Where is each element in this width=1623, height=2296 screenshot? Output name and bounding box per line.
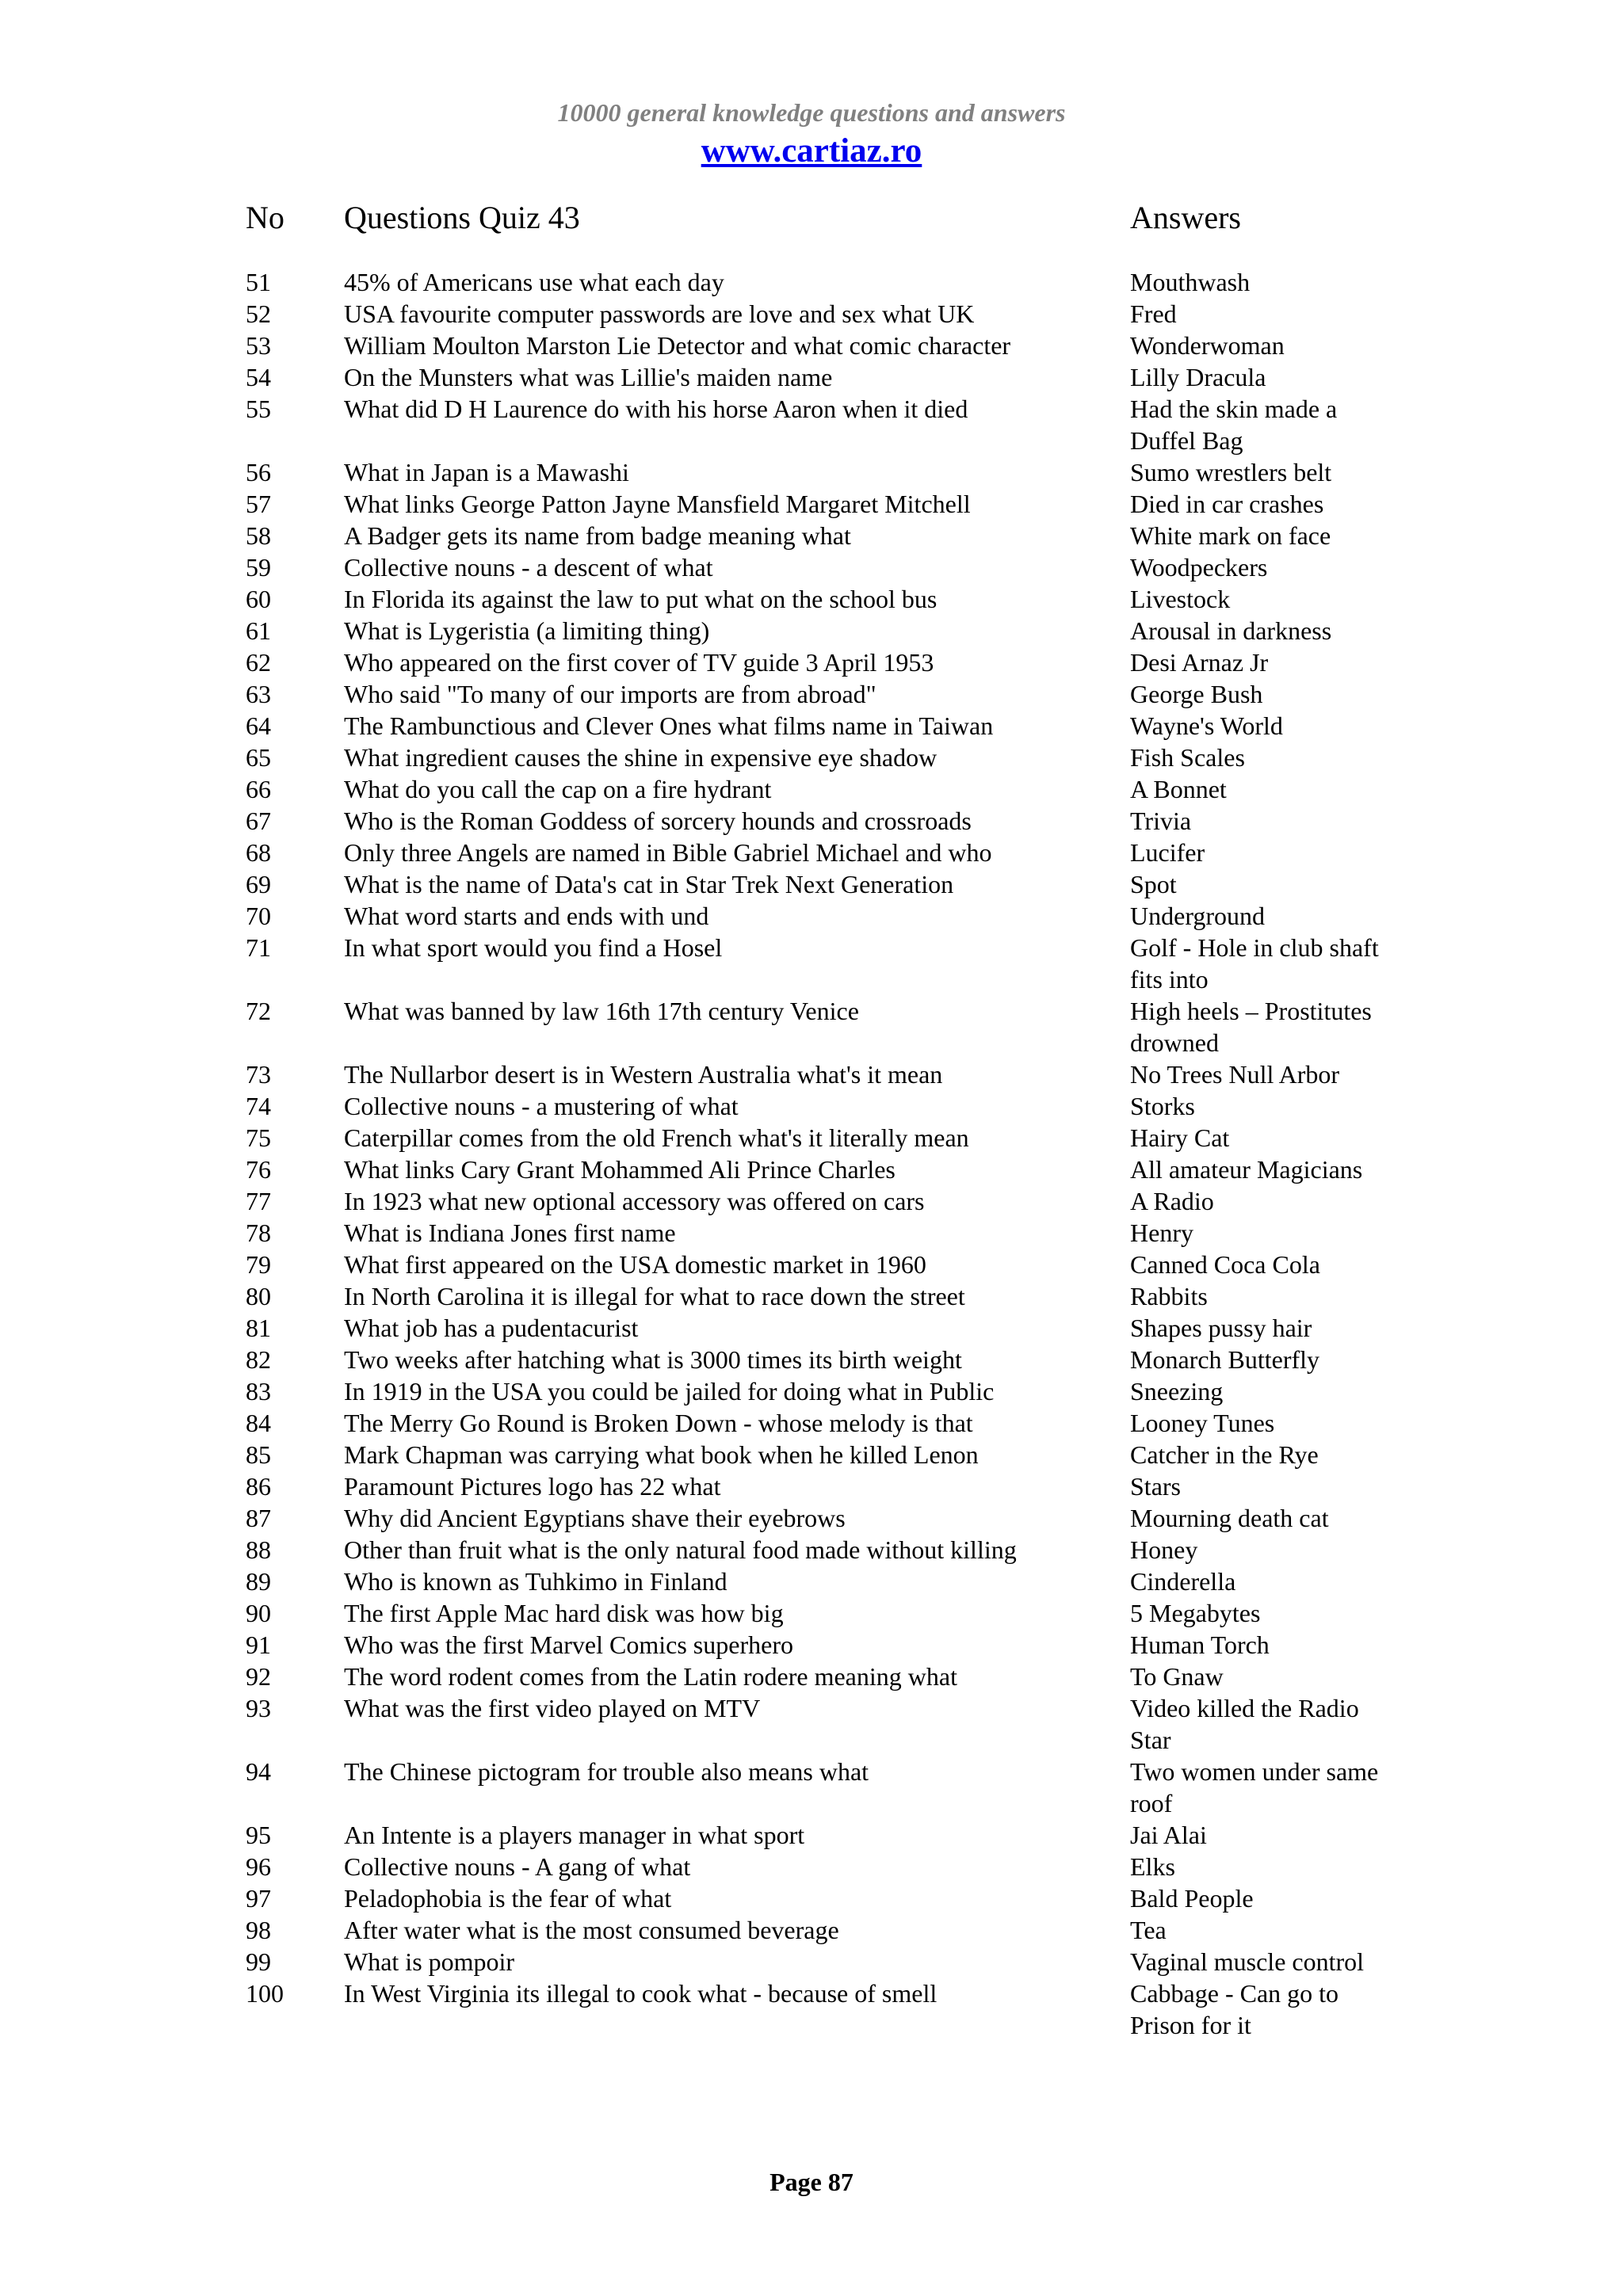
row-number: 66 (246, 775, 271, 803)
row-number: 60 (246, 585, 271, 613)
row-number: 83 (246, 1377, 271, 1405)
row-answer: Lucifer (1130, 838, 1205, 867)
row-number: 68 (246, 838, 271, 867)
row-number: 99 (246, 1947, 271, 1976)
row-answer: Sumo wrestlers belt (1130, 458, 1332, 486)
row-answer: Mourning death cat (1130, 1504, 1329, 1532)
row-answer: White mark on face (1130, 521, 1331, 550)
row-number: 76 (246, 1155, 271, 1184)
column-header-questions: Questions Quiz 43 (344, 200, 580, 235)
row-answer: 5 Megabytes (1130, 1599, 1261, 1627)
row-question: Who appeared on the first cover of TV guide 3 April 1953 (344, 648, 934, 677)
table-row (246, 1090, 1403, 1122)
table-row (246, 583, 1403, 615)
table-row (246, 1470, 1403, 1502)
row-number: 52 (246, 299, 271, 328)
row-question: What was banned by law 16th 17th century Venice (344, 997, 859, 1025)
row-number: 89 (246, 1567, 271, 1596)
row-number: 72 (246, 997, 271, 1025)
row-number: 91 (246, 1630, 271, 1659)
row-question: Collective nouns - a mustering of what (344, 1092, 739, 1120)
row-answer: Jai Alai (1130, 1821, 1207, 1849)
table-row (246, 488, 1403, 520)
table-row (246, 456, 1403, 488)
row-question: Who is the Roman Goddess of sorcery hounds and crossroads (344, 807, 972, 835)
row-question: The Chinese pictogram for trouble also means what (344, 1757, 869, 1786)
website-link[interactable]: www.cartiaz.ro (701, 132, 922, 170)
table-row (246, 1946, 1403, 1978)
row-answer: Video killed the Radio Star (1130, 1694, 1359, 1754)
row-answer: Stars (1130, 1472, 1181, 1501)
row-question: Who was the first Marvel Comics superhero (344, 1630, 793, 1659)
row-question: What is Lygeristia (a limiting thing) (344, 616, 710, 645)
row-answer: Human Torch (1130, 1630, 1270, 1659)
row-number: 53 (246, 331, 271, 360)
row-answer: Arousal in darkness (1130, 616, 1332, 645)
row-number: 77 (246, 1187, 271, 1215)
row-number: 81 (246, 1314, 271, 1342)
row-question: Collective nouns - A gang of what (344, 1852, 691, 1881)
table-row (246, 1280, 1403, 1312)
row-question: Caterpillar comes from the old French what's it literally mean (344, 1123, 969, 1152)
document-subtitle: 10000 general knowledge questions and answers (557, 98, 1066, 127)
table-row (246, 900, 1403, 932)
table-row (246, 773, 1403, 805)
table-row (246, 1819, 1403, 1851)
row-number: 58 (246, 521, 271, 550)
row-answer: Wayne's World (1130, 711, 1283, 740)
table-row (246, 805, 1403, 837)
table-row (246, 1502, 1403, 1534)
row-number: 74 (246, 1092, 271, 1120)
table-row (246, 1122, 1403, 1154)
row-question: What do you call the cap on a fire hydrant (344, 775, 772, 803)
table-row (246, 710, 1403, 742)
table-row (246, 678, 1403, 710)
row-answer: Cabbage - Can go to Prison for it (1130, 1979, 1339, 2039)
row-answer: Spot (1130, 870, 1177, 898)
table-row (246, 868, 1403, 900)
row-number: 56 (246, 458, 271, 486)
table-row (246, 1249, 1403, 1280)
row-number: 94 (246, 1757, 271, 1786)
row-answer: Elks (1130, 1852, 1175, 1881)
row-question: The first Apple Mac hard disk was how big (344, 1599, 784, 1627)
row-number: 82 (246, 1345, 271, 1374)
row-question: What is the name of Data's cat in Star Trek Next Generation (344, 870, 954, 898)
row-number: 90 (246, 1599, 271, 1627)
table-row (246, 1185, 1403, 1217)
table-row (246, 1692, 1403, 1756)
row-question: Who said "To many of our imports are from abroad" (344, 680, 876, 708)
table-row (246, 1914, 1403, 1946)
table-row (246, 932, 1403, 995)
row-answer: A Bonnet (1130, 775, 1227, 803)
row-question: Who is known as Tuhkimo in Finland (344, 1567, 727, 1596)
row-question: What did D H Laurence do with his horse Aaron when it died (344, 395, 968, 423)
row-number: 86 (246, 1472, 271, 1501)
row-answer: Trivia (1130, 807, 1192, 835)
row-answer: Wonderwoman (1130, 331, 1285, 360)
row-question: The Merry Go Round is Broken Down - whose melody is that (344, 1409, 973, 1437)
row-number: 95 (246, 1821, 271, 1849)
row-answer: Two women under same roof (1130, 1757, 1379, 1817)
row-question: The Rambunctious and Clever Ones what films name in Taiwan (344, 711, 994, 740)
row-answer: Fred (1130, 299, 1177, 328)
row-question: What links George Patton Jayne Mansfield Margaret Mitchell (344, 490, 971, 518)
table-row (246, 520, 1403, 551)
table-row (246, 615, 1403, 646)
row-number: 97 (246, 1884, 271, 1913)
column-header-answers: Answers (1130, 200, 1241, 235)
row-number: 75 (246, 1123, 271, 1152)
row-answer: Looney Tunes (1130, 1409, 1275, 1437)
row-question: USA favourite computer passwords are love and sex what UK (344, 299, 975, 328)
row-question: In 1923 what new optional accessory was offered on cars (344, 1187, 925, 1215)
row-question: A Badger gets its name from badge meaning what (344, 521, 851, 550)
row-number: 100 (246, 1979, 284, 2008)
table-row (246, 1439, 1403, 1470)
row-number: 93 (246, 1694, 271, 1722)
page-number: Page 87 (769, 2168, 854, 2196)
row-number: 84 (246, 1409, 271, 1437)
row-question: What word starts and ends with und (344, 902, 709, 930)
row-number: 54 (246, 363, 271, 391)
row-number: 70 (246, 902, 271, 930)
row-answer: A Radio (1130, 1187, 1214, 1215)
table-row (246, 837, 1403, 868)
row-question: Peladophobia is the fear of what (344, 1884, 672, 1913)
row-number: 98 (246, 1916, 271, 1944)
row-answer: Sneezing (1130, 1377, 1224, 1405)
row-number: 80 (246, 1282, 271, 1310)
table-row (246, 1661, 1403, 1692)
row-question: In what sport would you find a Hosel (344, 933, 723, 962)
row-question: Paramount Pictures logo has 22 what (344, 1472, 721, 1501)
row-number: 64 (246, 711, 271, 740)
row-question: What ingredient causes the shine in expensive eye shadow (344, 743, 938, 772)
table-row (246, 1344, 1403, 1375)
table-row (246, 1534, 1403, 1566)
row-answer: Underground (1130, 902, 1266, 930)
row-question: William Moulton Marston Lie Detector and what comic character (344, 331, 1011, 360)
table-row (246, 995, 1403, 1058)
table-row (246, 330, 1403, 361)
quiz-table (246, 266, 1403, 2041)
row-answer: George Bush (1130, 680, 1263, 708)
row-number: 57 (246, 490, 271, 518)
row-answer: Fish Scales (1130, 743, 1245, 772)
row-number: 71 (246, 933, 271, 962)
row-answer: Honey (1130, 1535, 1198, 1564)
table-row (246, 298, 1403, 330)
table-row (246, 1978, 1403, 2041)
row-number: 87 (246, 1504, 271, 1532)
row-answer: Woodpeckers (1130, 553, 1268, 582)
row-question: Mark Chapman was carrying what book when he killed Lenon (344, 1440, 979, 1469)
table-row (246, 1407, 1403, 1439)
row-answer: Canned Coca Cola (1130, 1250, 1320, 1279)
table-row (246, 1851, 1403, 1882)
row-number: 92 (246, 1662, 271, 1691)
table-row (246, 1058, 1403, 1090)
table-row (246, 1629, 1403, 1661)
row-number: 73 (246, 1060, 271, 1089)
table-row (246, 1566, 1403, 1597)
row-question: On the Munsters what was Lillie's maiden name (344, 363, 833, 391)
row-question: What is pompoir (344, 1947, 515, 1976)
row-answer: No Trees Null Arbor (1130, 1060, 1340, 1089)
row-number: 85 (246, 1440, 271, 1469)
row-question: 45% of Americans use what each day (344, 268, 724, 296)
row-answer: To Gnaw (1130, 1662, 1224, 1691)
row-number: 67 (246, 807, 271, 835)
row-answer: Golf - Hole in club shaft fits into (1130, 933, 1379, 994)
row-question: What links Cary Grant Mohammed Ali Prince Charles (344, 1155, 896, 1184)
row-number: 65 (246, 743, 271, 772)
row-number: 69 (246, 870, 271, 898)
row-question: Collective nouns - a descent of what (344, 553, 713, 582)
table-row (246, 266, 1403, 298)
row-answer: Desi Arnaz Jr (1130, 648, 1269, 677)
row-answer: High heels – Prostitutes drowned (1130, 997, 1372, 1057)
table-row (246, 646, 1403, 678)
row-answer: All amateur Magicians (1130, 1155, 1363, 1184)
row-answer: Lilly Dracula (1130, 363, 1266, 391)
row-question: Only three Angels are named in Bible Gabriel Michael and who (344, 838, 992, 867)
row-question: In 1919 in the USA you could be jailed for doing what in Public (344, 1377, 995, 1405)
table-row (246, 361, 1403, 393)
row-answer: Storks (1130, 1092, 1195, 1120)
row-number: 88 (246, 1535, 271, 1564)
row-number: 51 (246, 268, 271, 296)
table-row (246, 742, 1403, 773)
row-answer: Shapes pussy hair (1130, 1314, 1312, 1342)
row-answer: Catcher in the Rye (1130, 1440, 1319, 1469)
row-number: 79 (246, 1250, 271, 1279)
row-answer: Hairy Cat (1130, 1123, 1230, 1152)
row-answer: Vaginal muscle control (1130, 1947, 1365, 1976)
row-question: What job has a pudentacurist (344, 1314, 639, 1342)
row-number: 96 (246, 1852, 271, 1881)
row-question: Why did Ancient Egyptians shave their eyebrows (344, 1504, 846, 1532)
row-answer: Tea (1130, 1916, 1167, 1944)
row-number: 61 (246, 616, 271, 645)
row-question: In West Virginia its illegal to cook what - because of smell (344, 1979, 938, 2008)
row-question: What was the first video played on MTV (344, 1694, 761, 1722)
row-question: What in Japan is a Mawashi (344, 458, 629, 486)
table-row (246, 1756, 1403, 1819)
table-row (246, 551, 1403, 583)
row-answer: Henry (1130, 1219, 1193, 1247)
row-question: The word rodent comes from the Latin rodere meaning what (344, 1662, 957, 1691)
table-row (246, 1882, 1403, 1914)
row-question: An Intente is a players manager in what sport (344, 1821, 805, 1849)
row-answer: Livestock (1130, 585, 1231, 613)
row-question: What is Indiana Jones first name (344, 1219, 676, 1247)
row-question: In North Carolina it is illegal for what to race down the street (344, 1282, 965, 1310)
table-row (246, 393, 1403, 456)
row-number: 55 (246, 395, 271, 423)
table-row (246, 1312, 1403, 1344)
row-question: What first appeared on the USA domestic market in 1960 (344, 1250, 926, 1279)
table-row (246, 1217, 1403, 1249)
row-answer: Cinderella (1130, 1567, 1236, 1596)
row-question: After water what is the most consumed beverage (344, 1916, 839, 1944)
row-answer: Had the skin made a Duffel Bag (1130, 395, 1338, 455)
column-header-no: No (246, 200, 285, 235)
table-row (246, 1597, 1403, 1629)
row-question: The Nullarbor desert is in Western Australia what's it mean (344, 1060, 943, 1089)
row-number: 78 (246, 1219, 271, 1247)
row-question: In Florida its against the law to put what on the school bus (344, 585, 938, 613)
row-answer: Monarch Butterfly (1130, 1345, 1320, 1374)
table-row (246, 1375, 1403, 1407)
row-answer: Rabbits (1130, 1282, 1208, 1310)
table-row (246, 1154, 1403, 1185)
row-number: 62 (246, 648, 271, 677)
row-number: 63 (246, 680, 271, 708)
row-number: 59 (246, 553, 271, 582)
row-answer: Mouthwash (1130, 268, 1251, 296)
row-question: Two weeks after hatching what is 3000 times its birth weight (344, 1345, 962, 1374)
row-answer: Died in car crashes (1130, 490, 1324, 518)
row-answer: Bald People (1130, 1884, 1254, 1913)
row-question: Other than fruit what is the only natural food made without killing (344, 1535, 1017, 1564)
